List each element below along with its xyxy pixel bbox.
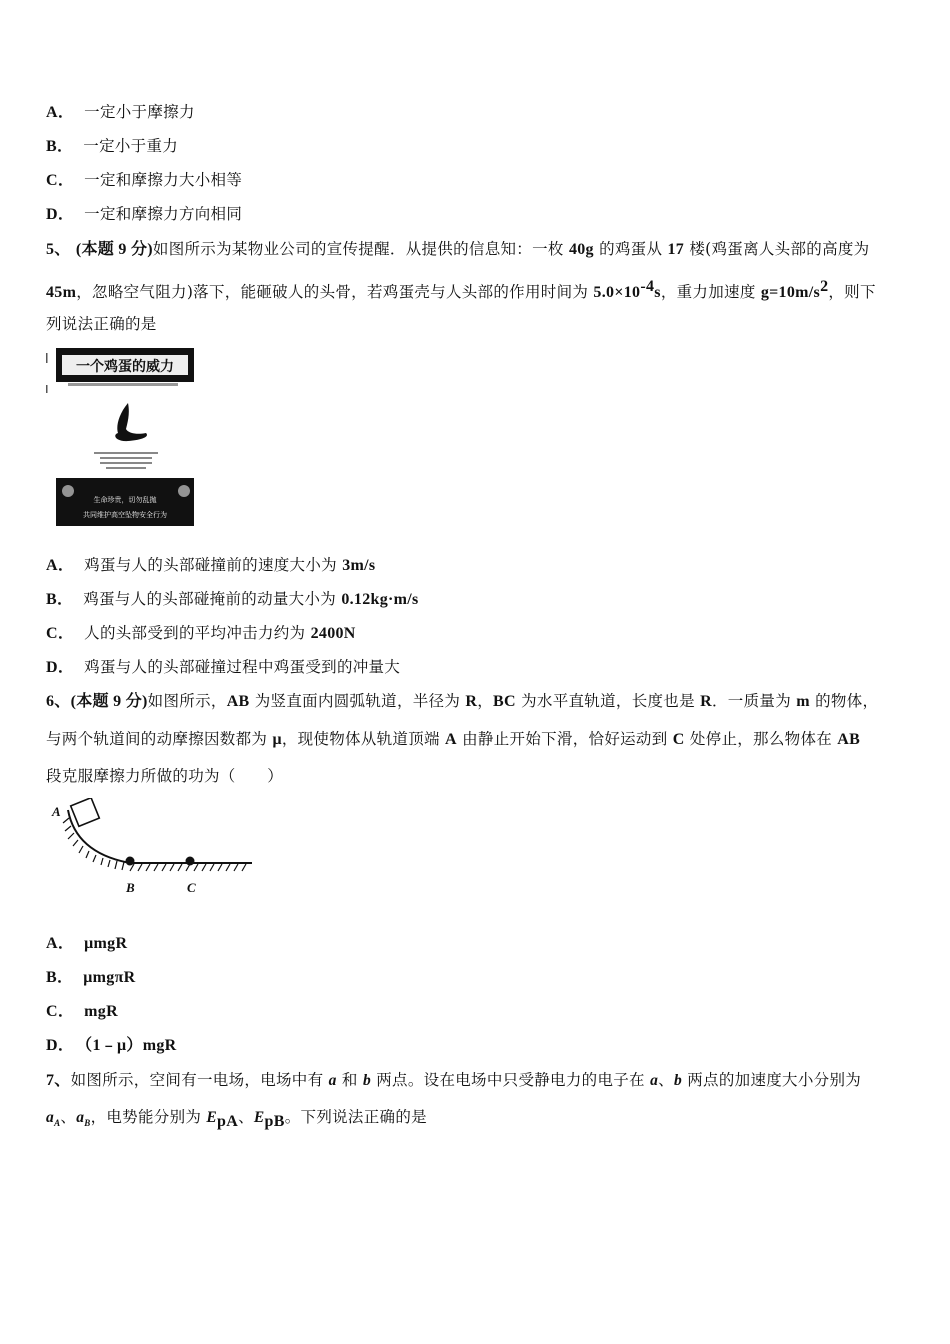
label-a: A [52, 804, 61, 819]
q6-option-b: B． μmgπR [46, 969, 136, 986]
label-c: C [187, 880, 196, 895]
q5-option-a: A． 鸡蛋与人的头部碰撞前的速度大小为 3m/s [46, 556, 376, 574]
q6-option-c: C． mgR [46, 1003, 118, 1020]
q4-option-a: A． 一定小于摩擦力 [46, 103, 195, 121]
poster-footer-line1: 生命珍贵，切勿乱抛 [93, 496, 157, 504]
q7-stem-line2: $a_A$、$a_B$，电势能分别为 $E_{pA}$、$E_{pB}$。下列说法正确的是 [46, 1108, 427, 1131]
q5-option-c: C． 人的头部受到的平均冲击力约为 2400N [46, 624, 356, 642]
q6-option-d: D． （1﹣μ）mgR [46, 1037, 177, 1054]
q6-stem-line3: 段克服摩擦力所做的功为（ ） [46, 767, 284, 785]
q5-option-b: B． 鸡蛋与人的头部碰掩前的动量大小为 0.12kg·m/s [46, 590, 419, 608]
label-b: B [126, 880, 135, 895]
q5-stem-line3: 列说法正确的是 [46, 315, 157, 333]
poster-title: 一个鸡蛋的威力 [76, 359, 174, 375]
egg-poster-graphic [46, 345, 198, 530]
q6-stem-line1: 6、(本题 9 分)如图所示，AB 为竖直面内圆弧轨道，半径为 R，BC 为水平直轨道，长度也是 R．一质量为 m 的物体， [46, 692, 879, 710]
q6-option-a: A． μmgR [46, 935, 128, 952]
q4-option-c: C． 一定和摩擦力大小相等 [46, 171, 243, 189]
q6-stem-line2: 与两个轨道间的动摩擦因数都为 μ，现使物体从轨道顶端 A 由静止开始下滑，恰好运动到 C 处停止，那么物体在 AB [46, 730, 861, 748]
egg-warning-poster [46, 345, 198, 530]
arc-track-graphic [46, 798, 256, 898]
q4-option-d: D． 一定和摩擦力方向相同 [46, 205, 243, 223]
q5-stem-line1: 5、 (本题 9 分)如图所示为某物业公司的宣传提醒．从提供的信息知：一枚 40g 的鸡蛋从 17 楼(鸡蛋离人头部的高度为 [46, 240, 870, 258]
q4-option-b: B． 一定小于重力 [46, 137, 179, 155]
q5-option-d: D． 鸡蛋与人的头部碰撞过程中鸡蛋受到的冲量大 [46, 658, 401, 676]
track-diagram [46, 798, 256, 898]
q5-stem-line2: 45m，忽略空气阻力)落下，能砸破人的头骨，若鸡蛋壳与人头部的作用时间为 $5.0\times 10^{-4}s$，重力加速度 $g=10m/s^2$，则下 [46, 278, 876, 302]
poster-footer-line2: 共同维护高空坠物安全行为 [83, 511, 167, 519]
q7-stem-line1: 7、如图所示，空间有一电场，电场中有 a 和 b 两点。设在电场中只受静电力的电子在 a、b 两点的加速度大小分别为 [46, 1071, 862, 1089]
